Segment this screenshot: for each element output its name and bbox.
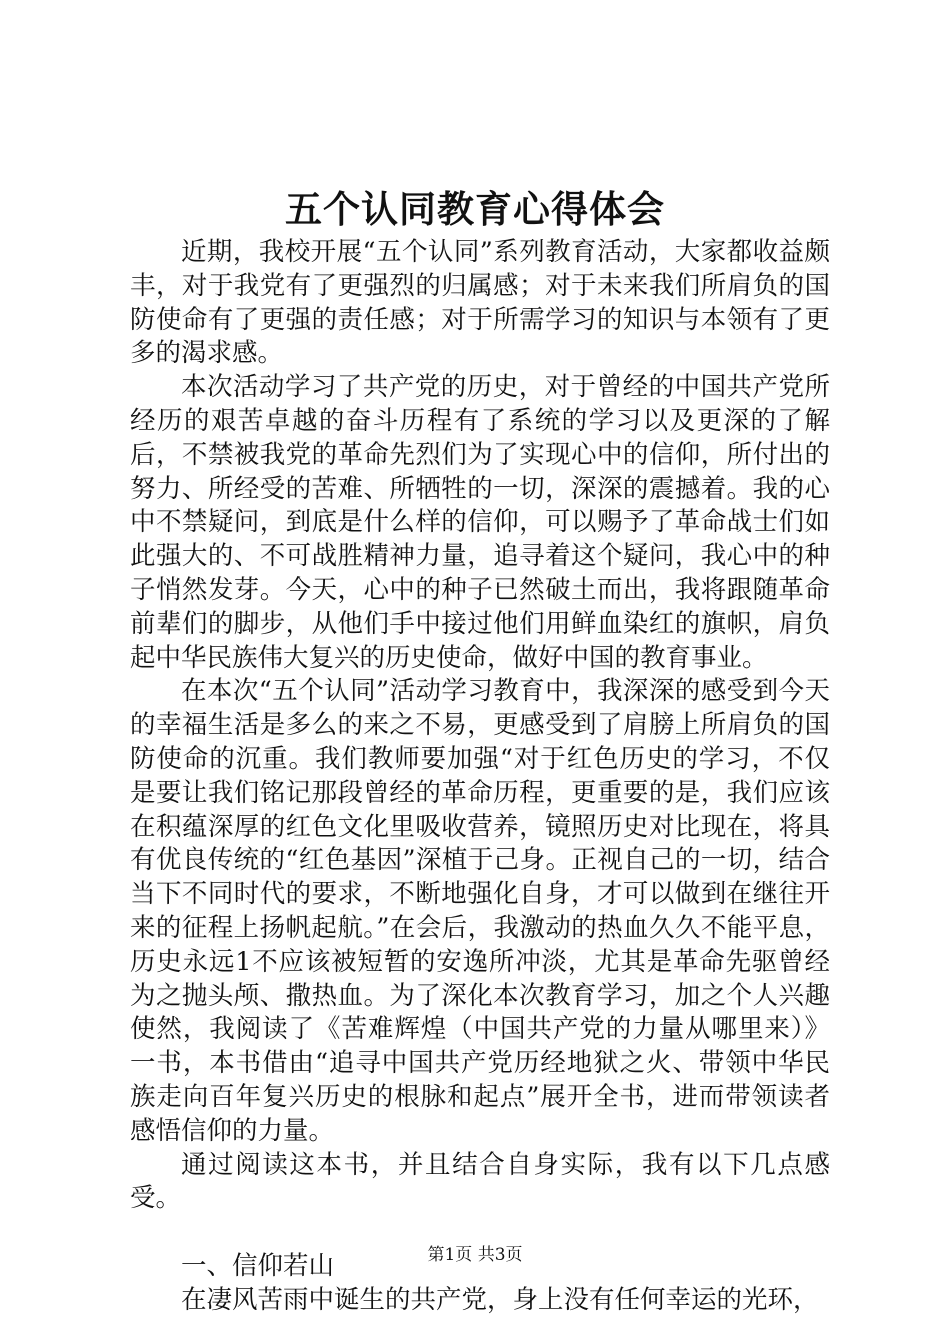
paragraph-3: 在本次“五个认同”活动学习教育中，我深深的感受到今天的幸福生活是多么的来之不易，更感受到了肩膀上所肩负的国防使命的沉重。我们教师要加强“对于红色历史的学习，不仅是要让我们铭记那段曾经的革命历程，更重要的是，我们应该在积蕴深厚的红色文化里吸收营养，镜照历史对比现在，将具有优良传统的“红色基因”深植于己身。正视自己的一切，结合当下不同时代的要求，不断地强化自身，才可以做到在继往开来的征程上扬帆起航。”在会后，我激动的热血久久不能平息，历史永远1不应该被短暂的安逸所冲淡，尤其是革命先驱曾经为之抛头颅、撒热血。为了深化本次教育学习，加之个人兴趣使然，我阅读了《苦难辉煌（中国共产党的力量从哪里来）》一书，本书借由“追寻中国共产党历经地狱之火、带领中华民族走向百年复兴历史的根脉和起点”展开全书，进而带领读者感悟信仰的力量。	[130, 676, 830, 1146]
page-title: 五个认同教育心得体会	[285, 187, 665, 231]
paragraph-4: 通过阅读这本书，并且结合自身实际，我有以下几点感受。	[130, 1149, 830, 1214]
paragraph-1: 近期，我校开展“五个认同”系列教育活动，大家都收益颇丰，对于我党有了更强烈的归属感；对于未来我们所肩负的国防使命有了更强的责任感；对于所需学习的知识与本领有了更多的渴求感。	[130, 237, 830, 369]
section-heading: 一、信仰若山	[181, 1250, 335, 1281]
document-body	[130, 236, 830, 1318]
paragraph-2: 本次活动学习了共产党的历史，对于曾经的中国共产党所经历的艰苦卓越的奋斗历程有了系统的学习以及更深的了解后，不禁被我党的革命先烈们为了实现心中的信仰，所付出的努力、所经受的苦难、所牺牲的一切，深深的震撼着。我的心中不禁疑问，到底是什么样的信仰，可以赐予了革命战士们如此强大的、不可战胜精神力量，追寻着这个疑问，我心中的种子悄然发芽。今天，心中的种子已然破土而出，我将跟随革命前辈们的脚步，从他们手中接过他们用鲜血染红的旗帜，肩负起中华民族伟大复兴的历史使命，做好中国的教育事业。	[130, 372, 830, 673]
page-footer: 第1页 共3页	[427, 1245, 523, 1265]
section-paragraph: 在凄风苦雨中诞生的共产党，身上没有任何幸运的光环，	[181, 1284, 819, 1315]
